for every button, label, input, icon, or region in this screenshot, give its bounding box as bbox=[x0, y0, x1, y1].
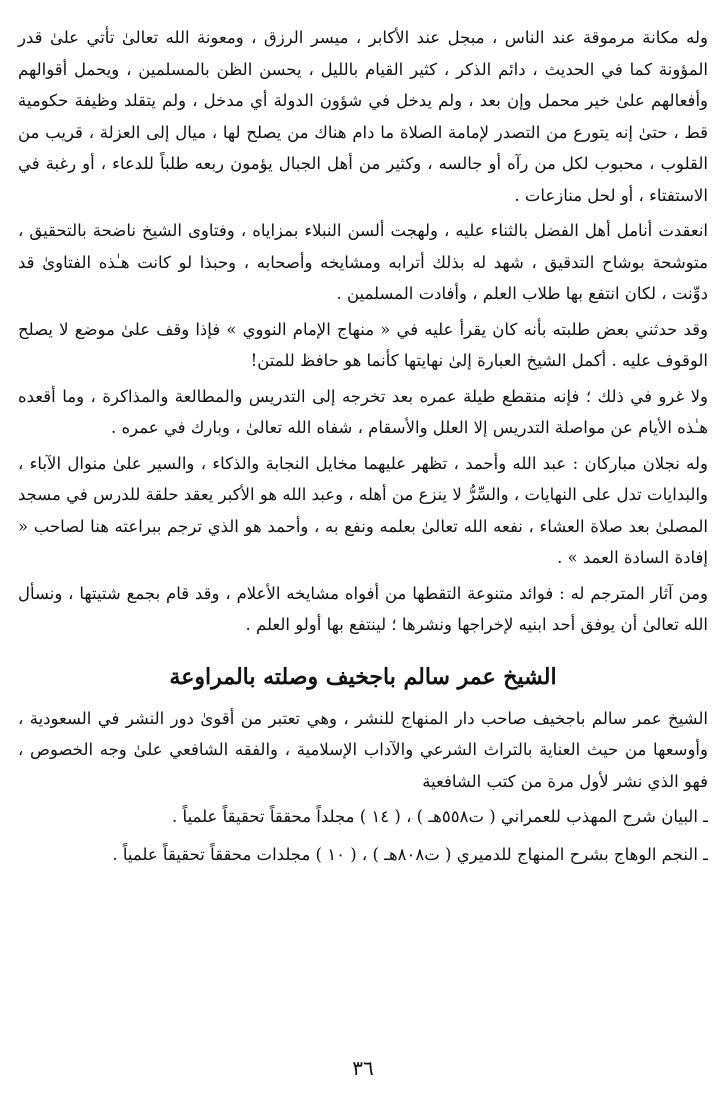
list-item-bayan: ـ البيان شرح المهذب للعمراني ( ت٥٥٨هـ ) ، ( ١٤ ) مجلداً محققاً تحقيقاً علمياً . bbox=[172, 807, 708, 826]
list-item-najm: ـ النجم الوهاج بشرح المنهاج للدميري ( ت٨٠٨هـ ) ، ( ١٠ ) مجلدات محققاً تحقيقاً علمياً . bbox=[112, 844, 708, 864]
paragraph-publisher-intro: الشيخ عمر سالم باجخيف صاحب دار المنهاج للنشر ، وهي تعتبر من أقوىٰ دور النشر في السعودية ، وأوسعها من حيث العناية بالتراث الشرعي والآداب الإسلامية ، والفقه الشافعي علىٰ وجه الخصوص ، فهو الذي نشر لأول مرة من كتب الشافعية bbox=[18, 708, 708, 791]
paragraph-student-account: وقد حدثني بعض طلبته بأنه كان يقرأ عليه في « منهاج الإمام النووي » فإذا وقف علىٰ موضع لا يصلح الوقوف عليه . أكمل الشيخ العبارة إلىٰ نهايتها كأنما هو حافظ للمتن! bbox=[18, 319, 708, 370]
paragraph-sons: وله نجلان مباركان : عبد الله وأحمد ، تظهر عليهما مخايل النجابة والذكاء ، والسير علىٰ منوال الآباء ، والبدايات تدل على النهايات ، والسِّرُّ لا ينزع من أهله ، وعبد الله هو الأكبر يعقد حلقة للدرس في مسجد المصلىٰ بعد صلاة العشاء ، نفعه الله تعالىٰ بعلمه ونفع به ، وأحمد هو الذي ترجم ببراعته هنا لصاحب « إفادة السادة العمد » . bbox=[18, 453, 708, 567]
paragraph-reputation: وله مكانة مرموقة عند الناس ، مبجل عند الأكابر ، ميسر الرزق ، ومعونة الله تعالىٰ تأتي علىٰ قدر المؤونة كما في الحديث ، دائم الذكر ، كثير القيام بالليل ، يحسن الظن بالمسلمين ، ويحمل أقوالهم وأفعالهم علىٰ خير محمل وإن بعد ، ولم يدخل في شؤون الدولة أي مدخل ، ولم يتقلد وظيفة حكومية قط ، حتىٰ إنه يتورع من التصدر لإمامة الصلاة ما دام هناك من يصلح لها ، ميال إلى العزلة ، قريب من القلوب ، محبوب لكل من رآه أو جالسه ، وكثير من أهل الجبال يؤمون ربعه طلباً للدعاء ، أو رغبة في الاستفتاء ، أو لحل منازعات . bbox=[18, 28, 708, 205]
paragraph-teaching: ولا غرو في ذلك ؛ فإنه منقطع طيلة عمره بعد تخرجه إلى التدريس والمطالعة والمذاكرة ، وما أقعده هـٰذه الأيام عن مواصلة التدريس إلا العلل والأسقام ، شفاه الله تعالىٰ ، وبارك في عمره . bbox=[18, 386, 708, 437]
section-heading: الشيخ عمر سالم باجخيف وصلته بالمراوعة bbox=[169, 663, 557, 690]
paragraph-praise: انعقدت أنامل أهل الفضل بالثناء عليه ، ولهجت ألسن النبلاء بمزاياه ، وفتاوى الشيخ ناضحة بالتحقيق ، متوشحة بوشاح التدقيق ، شهد له بذلك أترابه ومشايخه وأصحابه ، وحبذا لو كانت هـٰذه الفتاوىٰ قد دوِّنت ، لكان انتفع بها طلاب العلم ، وأفادت المسلمين . bbox=[18, 221, 708, 303]
document-page bbox=[18, 22, 708, 1092]
page-number: ٣٦ bbox=[352, 1056, 374, 1080]
paragraph-works: ومن آثار المترجم له : فوائد متنوعة التقطها من أفواه مشايخه الأعلام ، وقد قام بجمع شتيتها ، ونسأل الله تعالىٰ أن يوفق أحد ابنيه لإخراجها ونشرها ؛ لينتفع بها أولو العلم . bbox=[18, 583, 708, 634]
